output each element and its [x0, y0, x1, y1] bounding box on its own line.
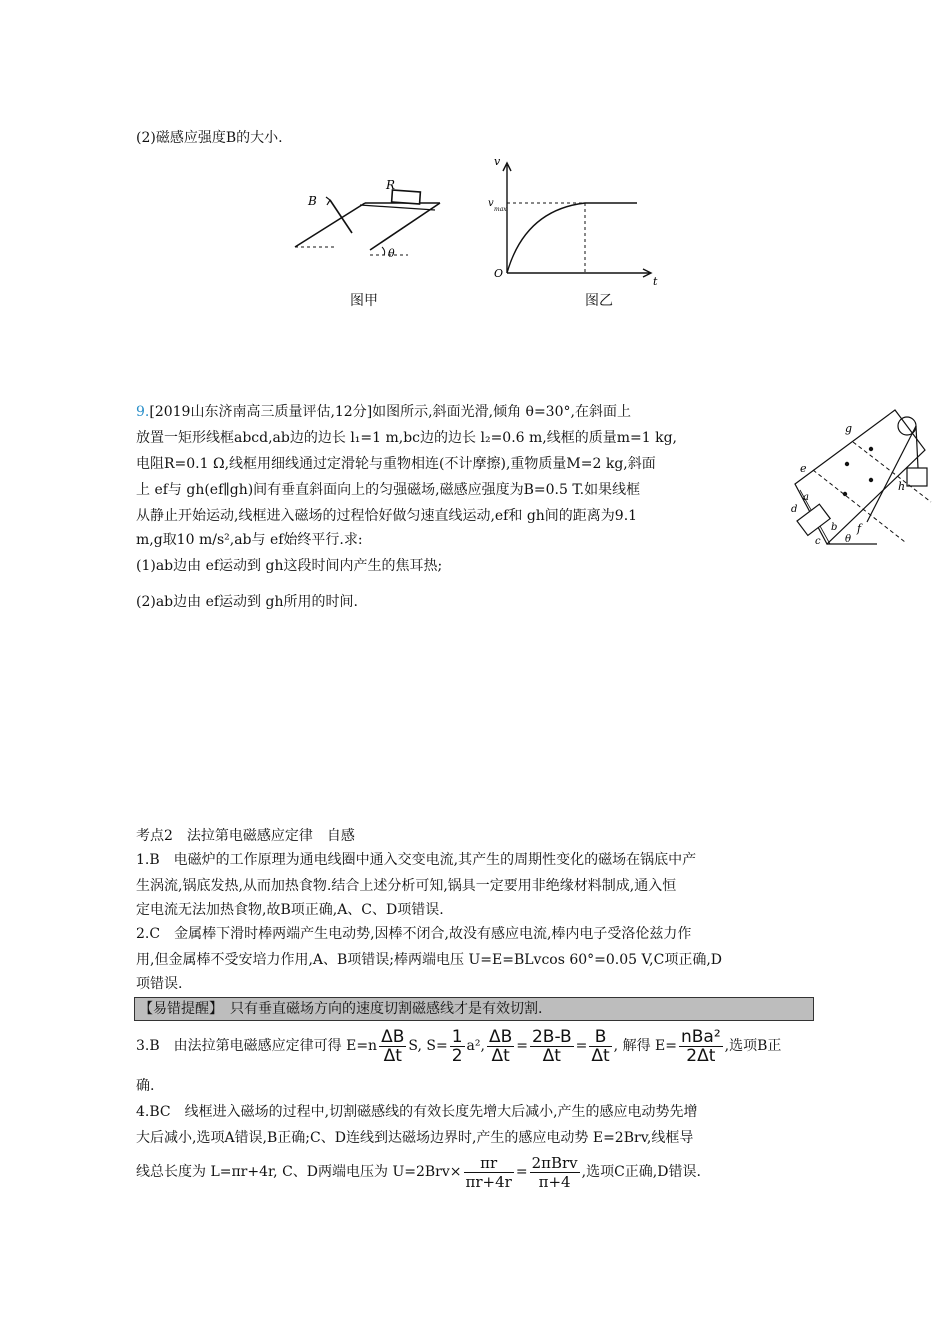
frac-db-dt-2: $\frac{\Delta B}{\Delta t}$ — [488, 1026, 513, 1066]
label-r: R — [386, 178, 396, 192]
q9-sub-2: (2)ab边由 ef运动到 gh所用的时间. — [136, 594, 358, 610]
fig-jia-caption: 图甲 — [350, 293, 378, 309]
answer-2-line-2: 用,但金属棒不受安培力作用,A、B项错误;棒两端电压 U=E=BLvcos 60°=0.05 V,C项正确,D — [136, 952, 723, 968]
fig-yi-caption: 图乙 — [585, 293, 613, 309]
q9-line-1: 9.[2019山东济南高三质量评估,12分]如图所示,斜面光滑,倾角 θ=30°,在斜面上 — [136, 404, 631, 420]
q9-line-6: m,g取10 m/s²,ab与 ef始终平行.求: — [136, 532, 363, 548]
answer-4-line-2: 大后减小,选项A错误,B正确;C、D连线到达磁场边界时,产生的感应电动势 E=2Brv,线框导 — [136, 1130, 694, 1146]
label-c: c — [815, 536, 821, 547]
label-t: t — [653, 275, 658, 288]
q9-number: 9. — [136, 404, 150, 420]
velocity-curve — [507, 203, 637, 273]
answer-1-line-3: 定电流无法加热食物,故B项正确,A、C、D项错误. — [136, 902, 444, 918]
label-g: g — [845, 422, 853, 435]
label-h: h — [898, 480, 906, 493]
figure-q9 — [785, 402, 935, 557]
answer-1-line-1: 1.B 电磁炉的工作原理为通电线圈中通入交变电流,其产生的周期性变化的磁场在锅底中产 — [136, 852, 697, 868]
label-e: e — [800, 462, 807, 475]
label-d: d — [791, 504, 798, 515]
answer-3-line-1: 3.B 由法拉第电磁感应定律可得 E=n $\frac{\Delta B}{\Delta t}$ S, S= $\frac{1}{2}$ a², $\frac{\Delta B}{\Delta t}$ = $\frac{2B-B}{\Delta t}$ = $\frac{B}{\Delta t}$ , 解得 E= $\frac{\text{nBa²}}{2\Delta t}$ ,选项B正 — [136, 1026, 782, 1066]
answer-4-line-1: 4.BC 线框进入磁场的过程中,切割磁感线的有效长度先增大后减小,产生的感应电动势先增 — [136, 1104, 698, 1120]
label-v: v — [494, 155, 501, 168]
frac-b-dt: $\frac{B}{\Delta t}$ — [591, 1026, 610, 1066]
b-arrow — [330, 200, 352, 233]
answer-2-line-3: 项错误. — [136, 976, 183, 992]
figure-jia — [290, 175, 450, 265]
label-vmax-sub: max — [494, 206, 507, 213]
frame-abcd — [797, 504, 830, 535]
label-a: a — [803, 492, 809, 503]
frac-nba2: $\frac{\text{nBa²}}{2\Delta t}$ — [680, 1026, 721, 1066]
figure-yi — [485, 155, 665, 290]
answer-2-line-1: 2.C 金属棒下滑时棒两端产生电动势,因棒不闭合,故没有感应电流,棒内电子受洛伦兹力作 — [136, 926, 692, 942]
label-o: O — [494, 267, 504, 280]
q9-sub-1: (1)ab边由 ef运动到 gh这段时间内产生的焦耳热; — [136, 558, 443, 574]
frac-db-dt: $\frac{\Delta B}{\Delta t}$ — [381, 1026, 405, 1066]
section-title: 考点2 法拉第电磁感应定律 自感 — [136, 828, 355, 844]
weight-m — [907, 468, 927, 486]
frac-one-half: $\frac{1}{2}$ — [451, 1026, 463, 1066]
error-tip-box: 【易错提醒】 只有垂直磁场方向的速度切割磁感线才是有效切割. — [134, 997, 814, 1021]
answer-3-line-2: 确. — [136, 1078, 155, 1094]
label-theta-q9: θ — [845, 534, 852, 545]
q9-line-5: 从静止开始运动,线框进入磁场的过程恰好做匀速直线运动,ef和 gh间的距离为9.1 — [136, 508, 638, 524]
label-theta: θ — [388, 247, 395, 260]
frac-2b-minus-b: $\frac{2B-B}{\Delta t}$ — [531, 1026, 572, 1066]
part2-heading: (2)磁感应强度B的大小. — [136, 130, 283, 146]
label-b-vertex: b — [831, 522, 838, 533]
label-f: f — [857, 522, 862, 535]
answer-1-line-2: 生涡流,锅底发热,从而加热食物.结合上述分析可知,锅具一定要用非绝缘材料制成,通入恒 — [136, 878, 677, 894]
q9-line-4: 上 ef与 gh(ef∥gh)间有垂直斜面向上的匀强磁场,磁感应强度为B=0.5 T.如果线框 — [136, 482, 641, 498]
rail-left — [295, 203, 365, 247]
label-vmax: v — [488, 198, 494, 209]
answer-4-line-3: 线总长度为 L=πr+4r, C、D两端电压为 U=2Brv× $\frac{\pi r}{\pi r+4r}$ = $\frac{\text{2πBrv}}{\pi+4}$ ,选项C正确,D错误. — [136, 1153, 701, 1191]
resistor-r — [392, 190, 421, 204]
frac-pir: $\frac{\pi r}{\pi r+4r}$ — [465, 1153, 512, 1191]
frac-2pibrv: $\frac{\text{2πBrv}}{\pi+4}$ — [531, 1153, 578, 1191]
q9-line-3: 电阻R=0.1 Ω,线框用细线通过定滑轮与重物相连(不计摩擦),重物质量M=2 kg,斜面 — [136, 456, 656, 472]
q9-line-2: 放置一矩形线框abcd,ab边的边长 l₁=1 m,bc边的边长 l₂=0.6 m,线框的质量m=1 kg, — [136, 430, 677, 446]
label-b: B — [308, 194, 317, 208]
